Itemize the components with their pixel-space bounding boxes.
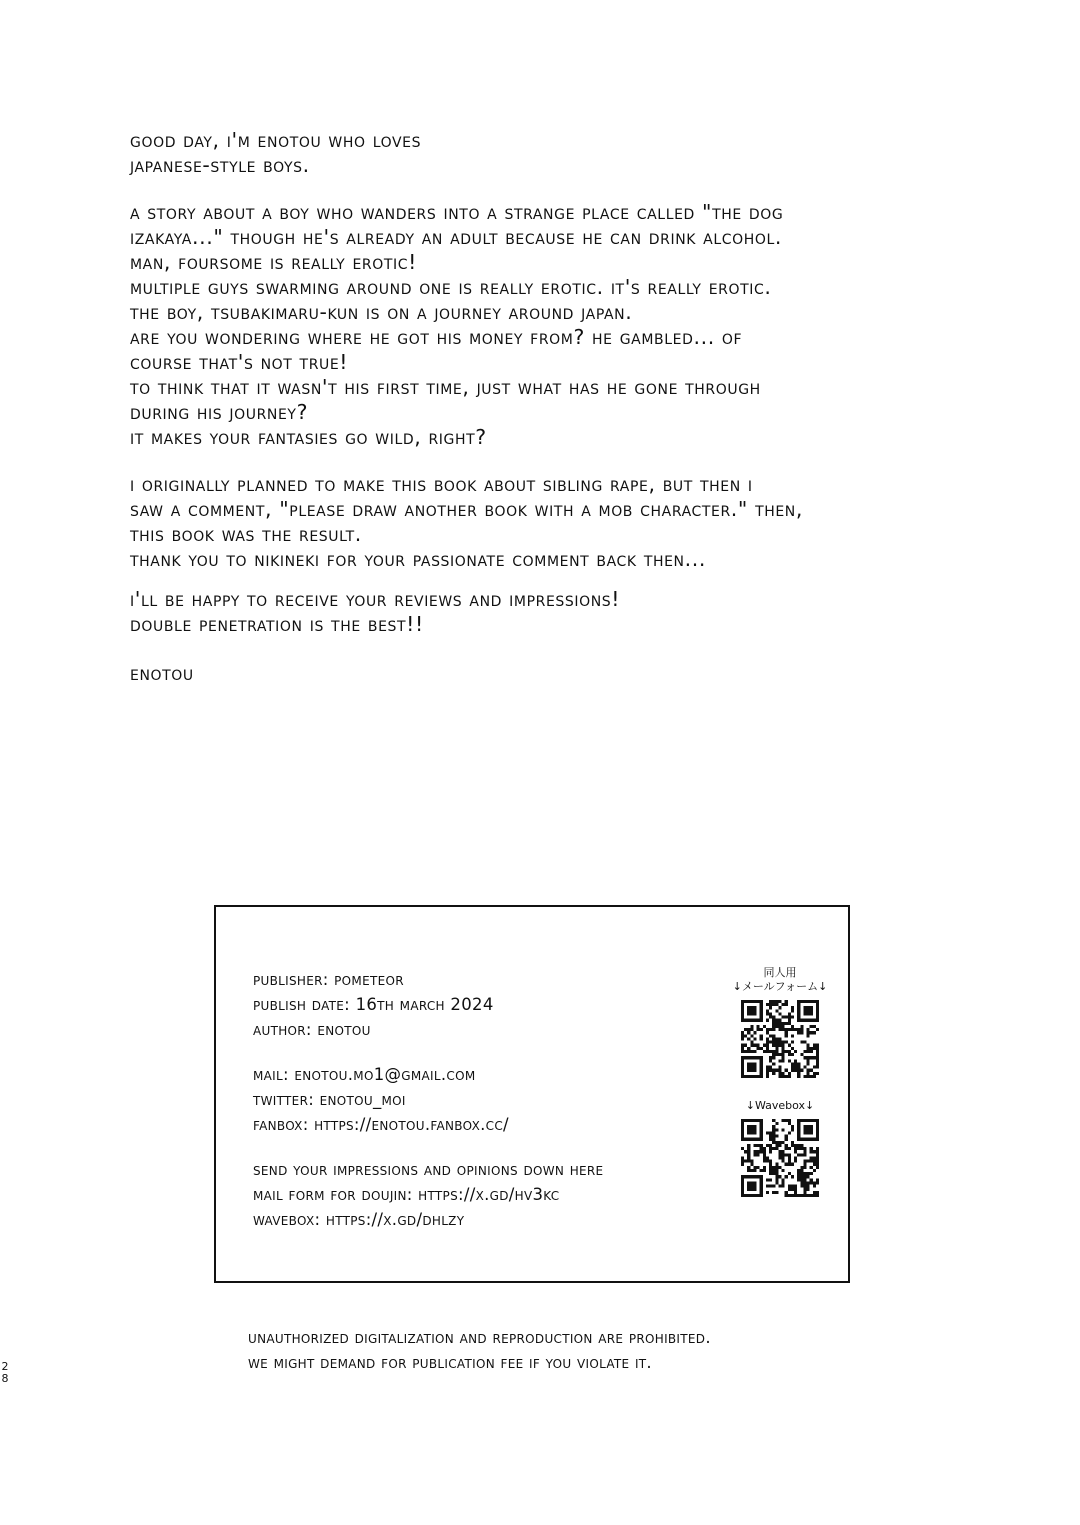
page-number-digit: 8 [1,1372,9,1385]
publish-date-line: publish date: 16th march 2024 [253,995,494,1014]
feedback-details [253,1157,743,1232]
colophon-info [253,967,743,1252]
text-line: double penetration is the best!! [130,612,424,636]
feedback-intro-line: send your impressions and opinions down here [253,1160,604,1179]
publication-details [253,967,743,1042]
text-line: saw a comment, "please draw another book with a mob character." then, [130,497,803,521]
text-line: good day, i'm enotou who loves [130,128,422,152]
qr-caption: ↓メールフォーム↓ [732,980,828,993]
afterword-text [130,128,1050,686]
afterword-greeting [130,128,1050,178]
text-line: a story about a boy who wanders into a strange place called "the dog [130,200,784,224]
text-line: this book was the result. [130,522,362,546]
page-number [0,1361,10,1385]
text-line: it makes your fantasies go wild, right? [130,425,487,449]
afterword-origin [130,472,1050,572]
wavebox-qr-code [741,1119,819,1197]
publisher-line: publisher: pometeor [253,970,404,989]
text-line: man, foursome is really erotic! [130,250,417,274]
text-line: i'll be happy to receive your reviews and impressions! [130,587,621,611]
colophon-box [214,905,850,1283]
text-line: to think that it wasn't his first time, just what has he gone through [130,375,761,399]
notice-line: we might demand for publication fee if you violate it. [248,1353,652,1372]
text-line: the boy, tsubakimaru-kun is on a journey around japan. [130,300,633,324]
contact-details [253,1062,743,1137]
twitter-line: twitter: enotou_moi [253,1090,406,1109]
text-line: i originally planned to make this book about sibling rape, but then i [130,472,753,496]
text-line: japanese-style boys. [130,153,310,177]
wavebox-qr-block [720,1099,840,1197]
mail-form-line: mail form for doujin: https://x.gd/hv3kc [253,1185,560,1204]
fanbox-line: fanbox: https://enotou.fanbox.cc/ [253,1115,509,1134]
author-line: author: enotou [253,1020,371,1039]
afterword-closing [130,587,1050,637]
mail-form-qr-code [741,1000,819,1078]
qr-caption: 同人用 [763,966,797,979]
text-line: thank you to nikineki for your passionate comment back then... [130,547,706,571]
text-line: multiple guys swarming around one is really erotic. it's really erotic. [130,275,772,299]
mail-form-qr-block [720,966,840,1078]
afterword-story [130,200,1050,450]
notice-line: unauthorized digitalization and reproduction are prohibited. [248,1328,711,1347]
copyright-notice [248,1325,948,1375]
wavebox-line: wavebox: https://x.gd/dhlzy [253,1210,465,1229]
author-signature: enotou [130,661,194,685]
qr-caption: ↓Wavebox↓ [745,1099,815,1112]
text-line: are you wondering where he got his money from? he gambled... of [130,325,743,349]
text-line: during his journey? [130,400,309,424]
page-number-digit: 2 [1,1360,9,1373]
text-line: course that's not true! [130,350,349,374]
text-line: izakaya..." though he's already an adult because he can drink alcohol. [130,225,782,249]
mail-line: mail: enotou.mo1@gmail.com [253,1065,476,1084]
